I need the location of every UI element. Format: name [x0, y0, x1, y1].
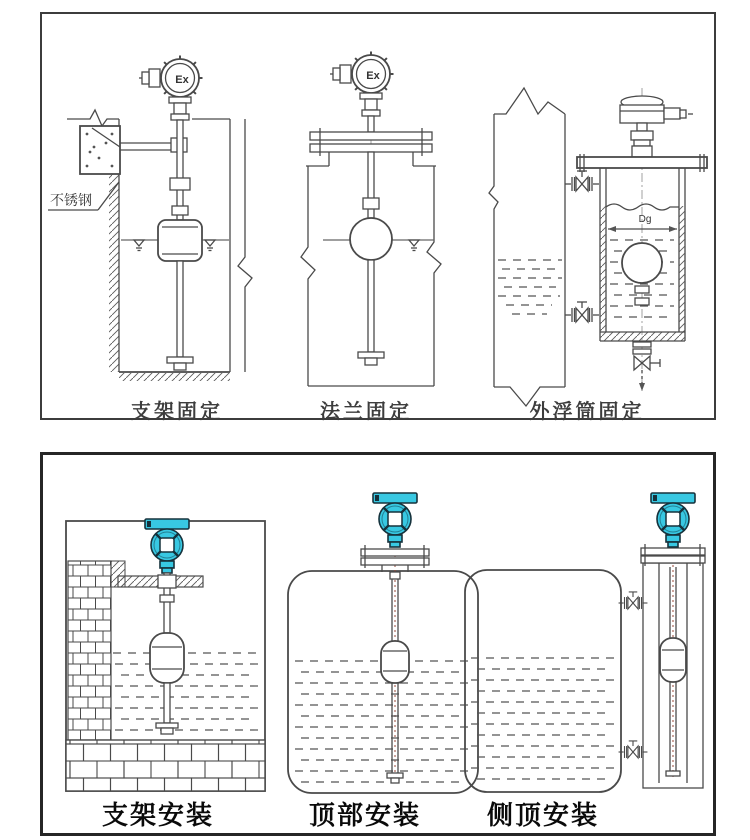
level-symbol — [409, 240, 419, 251]
diagram-top-installation — [288, 493, 478, 793]
isolation-valve-bottom — [565, 302, 599, 322]
transmitter-head-teal — [373, 493, 417, 547]
ground-hatch — [119, 373, 230, 381]
float — [350, 218, 392, 260]
caption-external-cage-fixing: 外浮筒固定 — [529, 401, 645, 423]
stainless-steel-label — [48, 182, 119, 210]
transmitter-head-ex — [330, 52, 394, 97]
tank-wall-break — [427, 166, 441, 386]
stem-coupling — [170, 178, 190, 190]
float — [660, 638, 686, 682]
tank-outline — [465, 570, 621, 792]
stem-coupling — [160, 595, 174, 602]
transmitter-head-teal — [651, 493, 695, 547]
transmitter-head-ex — [139, 56, 203, 101]
liquid — [471, 658, 615, 779]
dg-dimension — [608, 214, 677, 232]
tank-wall-break — [301, 166, 315, 386]
bottom-panel-installation-methods — [40, 452, 716, 836]
stainless-steel-text: 不锈钢 — [50, 192, 92, 208]
diagram-flange-fixing — [301, 52, 441, 387]
caption-top-installation: 顶部安装 — [308, 800, 421, 830]
float — [381, 641, 409, 683]
mounting-flange — [361, 545, 429, 568]
transmitter-head-terminal — [620, 96, 693, 123]
stem-end-weight — [666, 771, 680, 776]
float — [158, 220, 202, 261]
cage-liquid-surface — [606, 204, 679, 210]
level-symbol — [134, 240, 144, 251]
float — [150, 633, 184, 683]
stem-coupling — [390, 572, 400, 579]
brick-wall — [68, 561, 111, 740]
sensor-stem — [177, 120, 183, 220]
brick-floor — [66, 740, 265, 791]
process-tank — [489, 88, 565, 406]
caption-bracket-fixing: 支架固定 — [131, 401, 223, 423]
level-symbol — [205, 240, 215, 251]
float — [622, 243, 662, 283]
dg-label: Dg — [638, 214, 652, 225]
transmitter-head-teal — [145, 519, 189, 573]
diagram-bracket-installation — [66, 519, 265, 791]
liquid — [295, 661, 471, 782]
installation-methods-drawing — [43, 455, 713, 833]
diagram-bracket-fixing — [48, 56, 252, 382]
fixing-methods-drawing — [42, 14, 712, 416]
stem-end-weight — [358, 352, 384, 365]
ex-marking: Ex — [175, 74, 189, 86]
stem-end-weight — [387, 773, 403, 783]
drain-valve — [633, 342, 660, 391]
caption-flange-fixing: 法兰固定 — [320, 401, 412, 423]
tank-wall-break — [238, 119, 252, 372]
top-panel-fixing-methods — [40, 12, 716, 423]
ceiling-break-line — [67, 110, 119, 126]
diagram-external-cage-fixing — [489, 88, 707, 406]
isolation-valve-top — [565, 171, 599, 191]
ex-marking: Ex — [366, 70, 380, 82]
stem-coupling — [363, 198, 379, 209]
tank-liquid — [498, 260, 562, 314]
stem-clamp — [158, 575, 176, 588]
liquid — [113, 653, 261, 730]
caption-side-top-installation: 侧顶安装 — [486, 800, 599, 830]
stem-end-weight — [167, 357, 193, 370]
tank-top-break — [494, 88, 565, 114]
caption-bracket-installation: 支架安装 — [101, 800, 214, 830]
diagram-side-top-installation — [465, 493, 705, 792]
tank-left-wall — [489, 114, 498, 387]
conduit-connector — [664, 108, 680, 119]
stem-end-weight — [156, 723, 178, 734]
